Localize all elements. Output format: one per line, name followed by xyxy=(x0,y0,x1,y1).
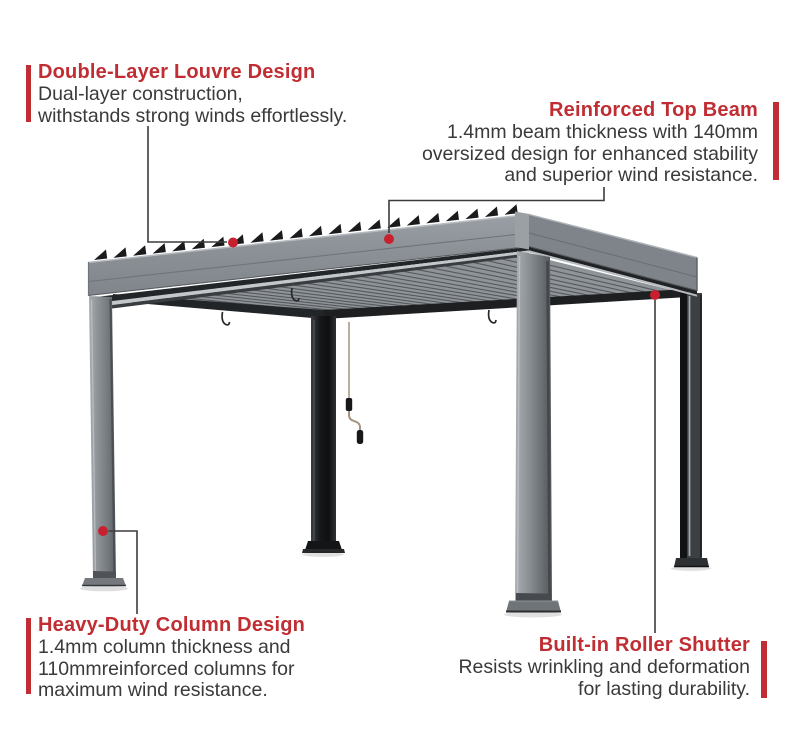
callout-shutter xyxy=(390,634,750,700)
callout-beam xyxy=(368,99,758,187)
callout-dot-column-icon xyxy=(98,526,108,536)
callout-beam-line: oversized design for enhanced stability xyxy=(421,142,758,165)
callout-beam-line: and superior wind resistance. xyxy=(504,164,758,186)
roller-shutter-track xyxy=(680,293,687,558)
callout-shutter-title: Built-in Roller Shutter xyxy=(538,634,750,656)
column-front-left xyxy=(80,296,128,591)
column-back-right-shutter xyxy=(671,293,711,571)
s-hook xyxy=(222,312,229,325)
callout-beam-line: 1.4mm beam thickness with 140mm xyxy=(446,121,758,143)
callout-column-line: 1.4mm column thickness and xyxy=(38,636,291,658)
accent-bar xyxy=(26,65,31,122)
callout-louvre-line: Dual-layer construction, xyxy=(38,83,243,105)
accent-bar xyxy=(26,618,31,694)
crank-handle xyxy=(346,322,363,444)
callout-column xyxy=(38,614,378,702)
column-back-left xyxy=(302,316,345,557)
leader-line-louvre xyxy=(148,126,227,242)
callout-shutter-line: for lasting durability. xyxy=(578,677,750,700)
column-base-plate xyxy=(506,601,561,612)
callout-dot-beam-icon xyxy=(384,234,394,244)
s-hook xyxy=(489,310,496,323)
callout-column-line: maximum wind resistance. xyxy=(38,679,268,701)
callout-column-title: Heavy-Duty Column Design xyxy=(38,614,306,636)
accent-bar xyxy=(773,102,779,180)
callout-column-line: 110mmreinforced columns for xyxy=(38,657,295,680)
callout-shutter-line: Resists wrinkling and deformation xyxy=(458,656,750,678)
callout-beam-title: Reinforced Top Beam xyxy=(548,99,758,121)
callout-louvre-title: Double-Layer Louvre Design xyxy=(38,61,316,83)
accent-bar xyxy=(761,641,767,698)
callout-dot-louvre-icon xyxy=(228,238,238,248)
callout-dot-shutter-icon xyxy=(650,290,660,300)
callout-louvre xyxy=(38,61,398,127)
callout-louvre-line: withstands strong winds effortlessly. xyxy=(38,104,348,127)
leader-lines xyxy=(109,126,656,633)
